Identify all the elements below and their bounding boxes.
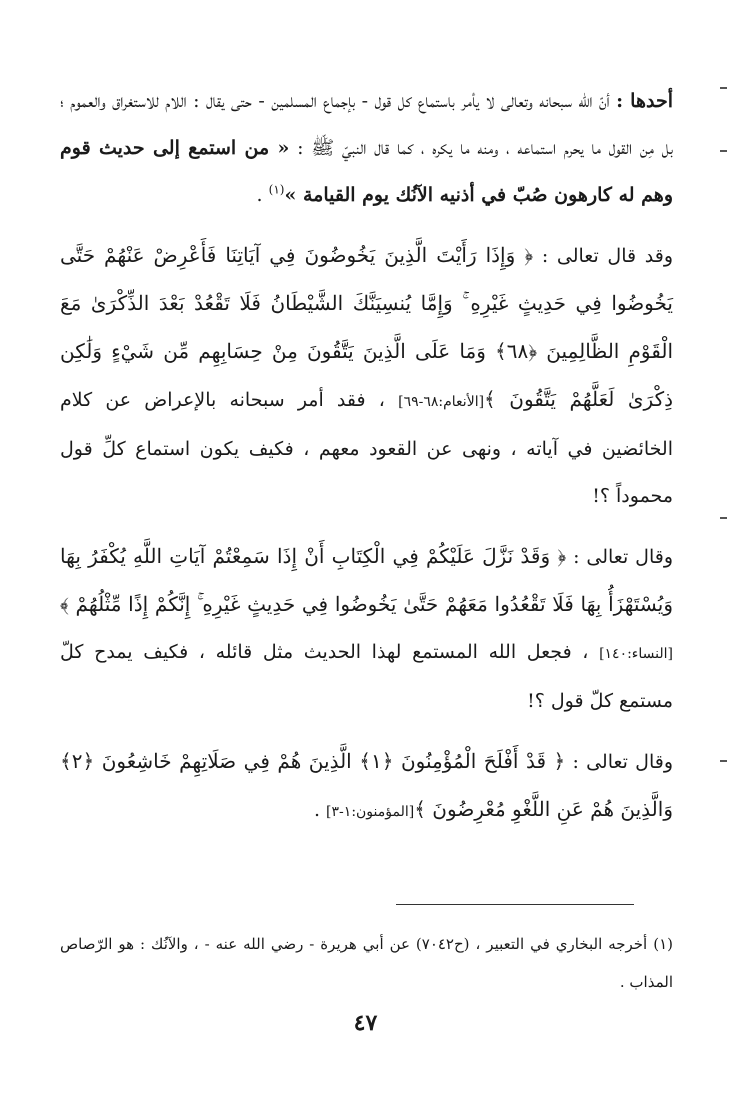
paragraph-2-intro: وقد قال تعالى :: [541, 245, 674, 267]
paragraph-2: [60, 232, 673, 520]
paragraph-3-intro: وقال تعالى :: [573, 546, 673, 568]
page-number: ٤٧: [353, 1010, 378, 1036]
paragraph-1: [60, 78, 673, 219]
margin-mark: [720, 150, 727, 152]
paragraph-3: [60, 533, 673, 725]
margin-mark: [720, 760, 727, 762]
margin-mark: [720, 87, 727, 89]
hadith-quote: « من استمع إلى حديث قوم وهم له كارهون صُبّ في أذنيه الآنُك يوم القيامة »: [60, 137, 673, 206]
footnote-divider: [396, 904, 634, 905]
margin-mark: [720, 517, 727, 519]
page-body: [60, 78, 673, 836]
paragraph-4-intro: وقال تعالى :: [572, 751, 673, 773]
footnote-text: أخرجه البخاري في التعبير ، (ح٧٠٤٢) عن أبي هريرة - رضي الله عنه - ، والآنُك : هو الرّصاص المذاب .: [60, 935, 673, 991]
quran-verse-anam: ﴿ وَإِذَا رَأَيْتَ الَّذِينَ يَخُوضُونَ فِي آيَاتِنَا فَأَعْرِضْ عَنْهُمْ حَتَّى يَخُوضُوا فِي حَدِيثٍ غَيْرِهِ ۚ وَإِمَّا يُنسِيَنَّكَ الشَّيْطَانُ فَلَا تَقْعُدْ بَعْدَ الذِّكْرَىٰ مَعَ الْقَوْمِ الظَّالِمِينَ ﴿٦٨﴾ وَمَا عَلَى الَّذِينَ يَتَّقُونَ مِنْ حِسَابِهِم مِّن شَيْءٍ وَلَٰكِن ذِكْرَىٰ لَعَلَّهُمْ يَتَّقُونَ ﴾: [60, 243, 674, 411]
paragraph-4-end: .: [313, 799, 320, 821]
footnote: [60, 925, 673, 1001]
paragraph-1-lead: أحدها :: [616, 90, 673, 112]
footnote-marker[interactable]: (١): [268, 182, 285, 197]
quran-verse-nisa: ﴿ وَقَدْ نَزَّلَ عَلَيْكُمْ فِي الْكِتَابِ أَنْ إِذَا سَمِعْتُمْ آيَاتِ اللَّهِ يُكْفَرُ بِهَا وَيُسْتَهْزَأُ بِهَا فَلَا تَقْعُدُوا مَعَهُمْ حَتَّىٰ يَخُوضُوا فِي حَدِيثٍ غَيْرِهِ ۚ إِنَّكُمْ إِذًا مِّثْلُهُمْ ﴾: [60, 544, 673, 616]
paragraph-3-text: ، فجعل الله المستمع لهذا الحديث مثل قائله ، فكيف يمدح كلّ مستمع كلّ قول ؟!: [60, 641, 673, 712]
verse-reference-anam: [الأنعام:٦٨-٦٩]: [398, 394, 485, 410]
paragraph-1-end: .: [256, 184, 263, 206]
footnote-number: (١): [653, 935, 673, 953]
paragraph-4: [60, 738, 673, 836]
verse-reference-nisa: [النساء:١٤٠]: [599, 646, 673, 662]
verse-reference-muminun: [المؤمنون:١-٣]: [326, 804, 415, 820]
paragraph-1-text: أنّ الله سبحانه وتعالى لا يأمر باستماع كل قول - بإجماع المسلمين - حتى يقال : اللام للاستغراق والعموم ؛ بل مِن القول ما يحرم استماعه ، ومنه ما يكره ، كما قال النبيّ ﷺ :: [60, 90, 673, 159]
paragraph-2-text: ، فقد أمر سبحانه بالإعراض عن كلام الخائضين في آياته ، ونهى عن القعود معهم ، فكيف يكون استماع كلِّ قول محموداً ؟!: [60, 389, 673, 507]
quran-verse-muminun: ﴿ قَدْ أَفْلَحَ الْمُؤْمِنُونَ ﴿١﴾ الَّذِينَ هُمْ فِي صَلَاتِهِمْ خَاشِعُونَ ﴿٢﴾ وَالَّذِينَ هُمْ عَنِ اللَّغْوِ مُعْرِضُونَ ﴾: [60, 749, 673, 821]
